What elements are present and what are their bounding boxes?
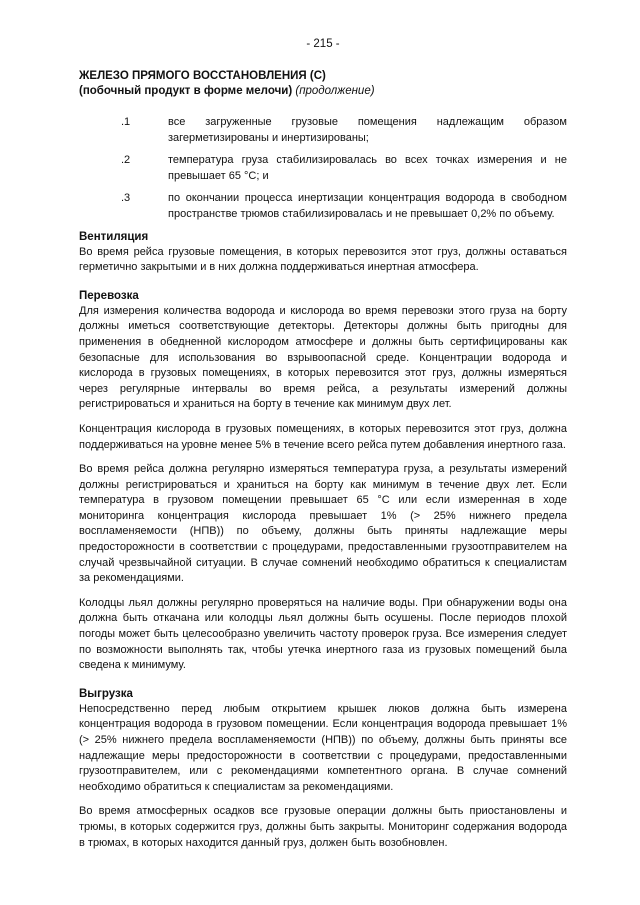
- section-carriage: [79, 289, 567, 674]
- paragraph: Колодцы льял должны регулярно проверяться на наличие воды. При обнаружении воды она должна быть откачана или колодцы льял должны быть осушены. После периодов плохой погоды может быть целесообразно увеличить частоту проверок груза. Все измерения следует по возможности выполнять так, чтобы утечка инертного газа из грузовых помещений была сведена к минимуму.: [79, 596, 567, 672]
- paragraph: Концентрация кислорода в грузовых помещениях, в которых перевозится этот груз, должна поддерживаться на уровне менее 5% в течение всего рейса путем добавления инертного газа.: [79, 422, 567, 451]
- subtitle-bold: (побочный продукт в форме мелочи): [79, 85, 293, 97]
- list-item: [79, 191, 567, 222]
- list-item: [79, 115, 567, 146]
- list-item-text: все загруженные грузовые помещения надлежащим образом загерметизированы и инертизированы;: [168, 116, 567, 144]
- section-discharge: [79, 687, 567, 851]
- paragraph: Во время рейса должна регулярно измеряться температура груза, а результаты измерений должны регистрироваться и храниться на борту как минимум в течение двух лет. Если температура в грузовом помещении превышает 65 °С или если измеренная в ходе мониторинга концентрация кислорода превышает 1% (> 25% нижнего предела воспламеняемости (НПВ)) по объему, должны быть приняты надлежащие меры предосторожности в соответствии с процедурами, предоставленными грузоотправителем на случай чрезвычайной ситуации. В случае сомнений необходимо обратиться к специалистам за рекомендациями.: [79, 463, 567, 585]
- document-subtitle: [79, 84, 567, 99]
- paragraph: Непосредственно перед любым открытием крышек люков должна быть измерена концентрация водорода в грузовом помещении. Если концентрация водорода превышает 1% (> 25% нижнего предела воспламеняемости (НПВ)) по объему, должны быть приняты все надлежащие меры предосторожности в соответствии с процедурами, предоставленными грузоотправителем, или с рекомендациями компетентного органа. В случае сомнений необходимо обратиться к специалистам за рекомендациями.: [79, 702, 567, 793]
- list-item-number: .1: [121, 116, 131, 128]
- list-item-text: температура груза стабилизировалась во всех точках измерения и не превышает 65 °С; и: [168, 154, 567, 182]
- document-page: [79, 38, 567, 860]
- paragraph: Во время атмосферных осадков все грузовые операции должны быть приостановлены и трюмы, в которых содержится груз, должны быть закрыты. Мониторинг содержания водорода в трюмах, в которых находится данный груз, должен быть возобновлен.: [79, 805, 567, 849]
- list-item: [79, 153, 567, 184]
- section-heading: Выгрузка: [79, 687, 133, 700]
- page-number: - 215 -: [306, 38, 340, 50]
- subtitle-italic: (продолжение): [295, 85, 375, 97]
- paragraph: Во время рейса грузовые помещения, в которых перевозится этот груз, должны оставаться герметично закрытыми и в них должна поддерживаться инертная атмосфера.: [79, 245, 567, 274]
- condition-list: [79, 115, 567, 223]
- section-ventilation: [79, 230, 567, 276]
- list-item-number: .3: [121, 192, 131, 205]
- list-item-number: .2: [121, 154, 131, 167]
- list-item-text: по окончании процесса инертизации концентрация водорода в свободном пространстве трюмов стабилизировалась и не превышает 0,2% по объему.: [168, 192, 567, 220]
- section-heading: Вентиляция: [79, 230, 149, 243]
- document-title: ЖЕЛЕЗО ПРЯМОГО ВОССТАНОВЛЕНИЯ (С): [79, 70, 326, 82]
- section-heading: Перевозка: [79, 289, 139, 302]
- paragraph: Для измерения количества водорода и кислорода во время перевозки этого груза на борту должны иметься соответствующие детекторы. Детекторы должны быть пригодны для применения в обедненной кислородом атмосфере и должны быть сертифицированы как безопасные для использования во взрывоопасной среде. Концентрации водорода и кислорода в грузовых помещениях, в которых перевозится этот груз, должны измеряться через регулярные интервалы во время рейса, а результаты измерений должны регистрироваться и храниться на борту в течение как минимум двух лет.: [79, 304, 567, 411]
